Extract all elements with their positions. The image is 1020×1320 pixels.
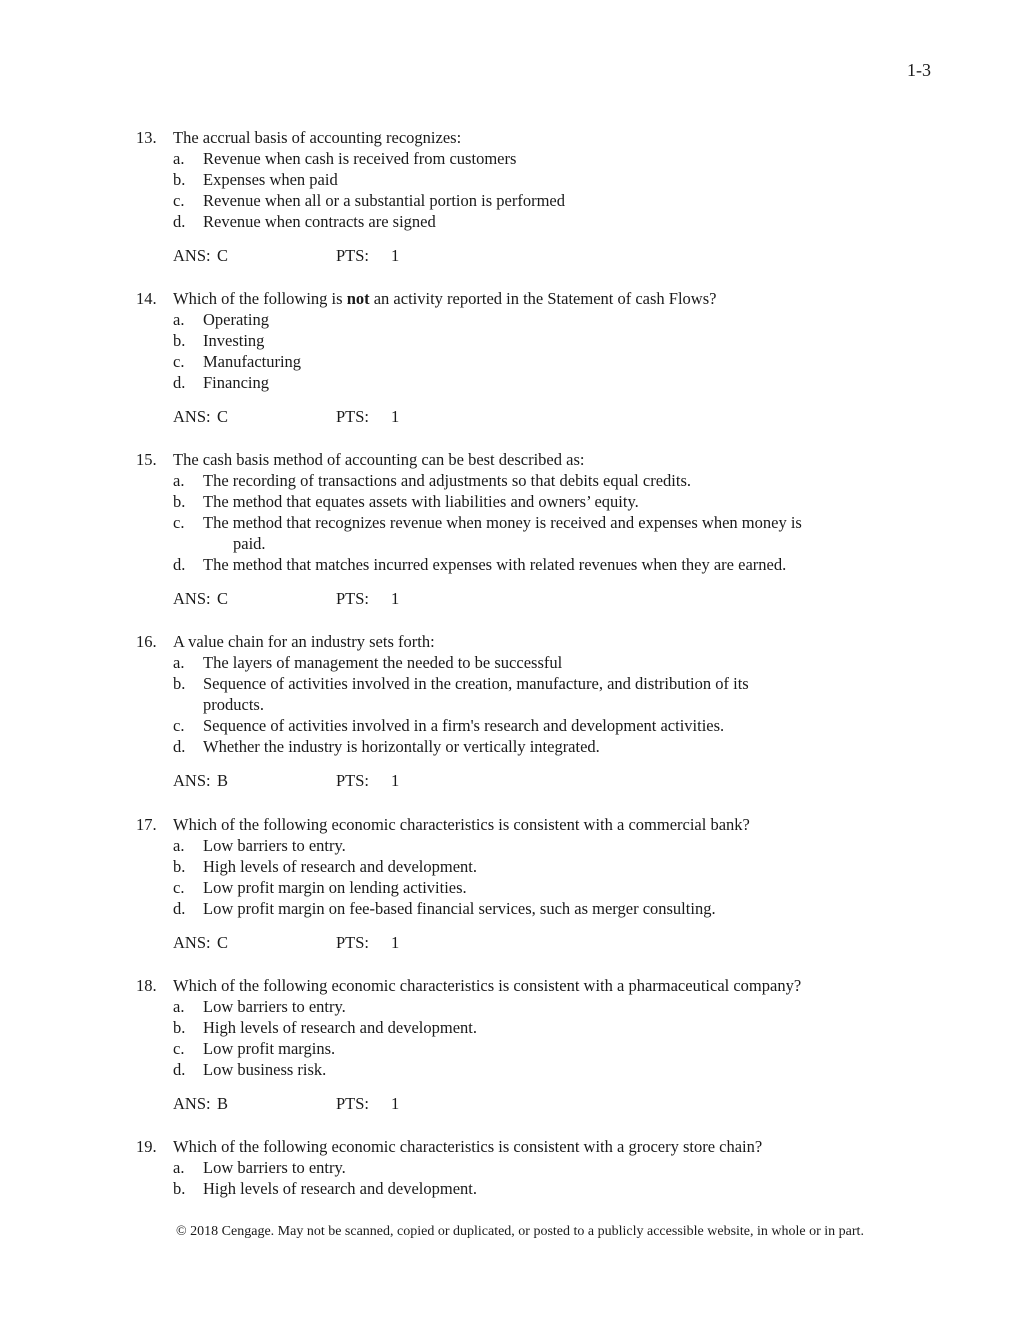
question-number: 19. <box>136 1137 157 1156</box>
option: b. The method that equates assets with liabilities and owners’ equity. <box>173 492 639 511</box>
answer-line: ANS: C PTS: 1 <box>173 246 400 265</box>
question-15 <box>136 449 896 609</box>
question-text: Which of the following is not an activity reported in the Statement of cash Flows? <box>173 289 717 308</box>
question-number: 13. <box>136 128 157 147</box>
option: a. Low barriers to entry. <box>173 997 346 1016</box>
option: a. The recording of transactions and adjustments so that debits equal credits. <box>173 471 691 490</box>
answer-line: ANS: C PTS: 1 <box>173 407 400 426</box>
option: c. Manufacturing <box>173 352 302 371</box>
points-value: 1 <box>391 246 400 265</box>
question-number: 15. <box>136 450 157 469</box>
answer-value: C <box>217 246 229 265</box>
points-value: 1 <box>391 589 400 608</box>
question-14 <box>136 288 896 427</box>
answer-value: B <box>217 771 229 790</box>
answer-value: C <box>217 407 229 426</box>
question-number: 14. <box>136 289 157 308</box>
option: b. High levels of research and development. <box>173 857 477 876</box>
option: c. Low profit margin on lending activities. <box>173 878 467 897</box>
answer-value: C <box>217 933 229 952</box>
option: c. Revenue when all or a substantial portion is performed <box>173 191 565 210</box>
question-text: Which of the following economic characteristics is consistent with a grocery store chain? <box>173 1137 763 1156</box>
option: c. Sequence of activities involved in a firm's research and development activities. <box>173 716 725 735</box>
option: b. High levels of research and development. <box>173 1018 477 1037</box>
option: a. The layers of management the needed to be successful <box>173 653 563 672</box>
question-18 <box>136 975 896 1114</box>
answer-line: ANS: B PTS: 1 <box>173 1094 400 1113</box>
option: a. Low barriers to entry. <box>173 1158 346 1177</box>
option: b. Expenses when paid <box>173 170 338 189</box>
question-16 <box>136 631 896 791</box>
option: b. High levels of research and development. <box>173 1179 477 1198</box>
option: a. Low barriers to entry. <box>173 836 346 855</box>
question-number: 17. <box>136 815 157 834</box>
question-text: The cash basis method of accounting can be best described as: <box>173 450 585 469</box>
option: d. Low business risk. <box>173 1060 327 1079</box>
question-17 <box>136 814 896 953</box>
answer-line: ANS: C PTS: 1 <box>173 589 400 608</box>
option: b. Investing <box>173 331 265 350</box>
option: d. Financing <box>173 373 269 392</box>
option: a. Revenue when cash is received from customers <box>173 149 517 168</box>
copyright-footer: © 2018 Cengage. May not be scanned, copied or duplicated, or posted to a publicly accessible website, in whole or in part. <box>176 1224 864 1239</box>
points-value: 1 <box>391 771 400 790</box>
question-number: 16. <box>136 632 157 651</box>
points-value: 1 <box>391 407 400 426</box>
question-19 <box>136 1136 896 1199</box>
question-text: A value chain for an industry sets forth: <box>173 632 435 651</box>
points-value: 1 <box>391 1094 400 1113</box>
option: c. The method that recognizes revenue when money is received and expenses when money is paid. <box>173 513 802 553</box>
page-number: 1-3 <box>907 60 931 80</box>
option: a. Operating <box>173 310 269 329</box>
option: d. Whether the industry is horizontally or vertically integrated. <box>173 737 600 756</box>
answer-value: B <box>217 1094 229 1113</box>
option: d. The method that matches incurred expenses with related revenues when they are earned. <box>173 555 787 574</box>
option: d. Low profit margin on fee-based financial services, such as merger consulting. <box>173 899 716 918</box>
option: b. Sequence of activities involved in the creation, manufacture, and distribution of its products. <box>173 674 749 714</box>
question-text: The accrual basis of accounting recognizes: <box>173 128 462 147</box>
answer-line: ANS: C PTS: 1 <box>173 933 400 952</box>
option: c. Low profit margins. <box>173 1039 336 1058</box>
answer-line: ANS: B PTS: 1 <box>173 771 400 790</box>
question-text: Which of the following economic characteristics is consistent with a pharmaceutical company? <box>173 976 802 995</box>
answer-value: C <box>217 589 229 608</box>
points-value: 1 <box>391 933 400 952</box>
option: d. Revenue when contracts are signed <box>173 212 436 231</box>
question-number: 18. <box>136 976 157 995</box>
question-13 <box>136 127 896 266</box>
question-text: Which of the following economic characteristics is consistent with a commercial bank? <box>173 815 750 834</box>
